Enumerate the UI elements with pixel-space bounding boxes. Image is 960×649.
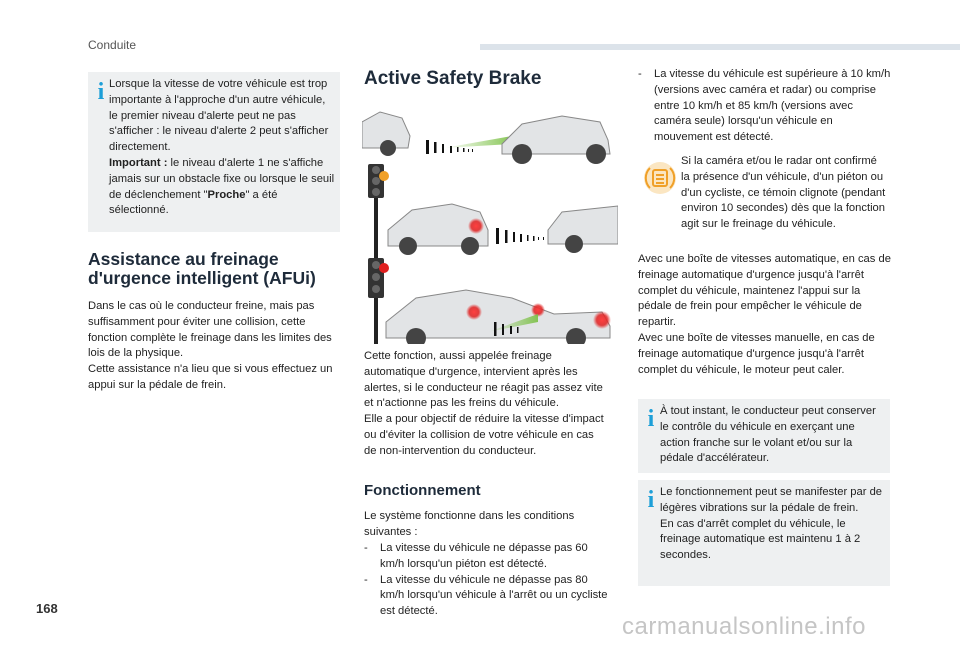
note-box-vibrations (638, 480, 890, 586)
asb-intro-para1: Cette fonction, aussi appelée freinage automatique d'urgence, intervient après les alertes, si le conducteur ne réagit pas assez vite et n'actionne pas les freins du véhicule. (364, 350, 603, 410)
condition-text: La vitesse du véhicule est supérieure à 10 km/h (versions avec caméra et radar) ou comprise entre 10 km/h et 85 km/h (versions avec caméra seule) lorsqu'un véhicule en mouvement est détecté. (654, 68, 891, 144)
note-vibrations-line2: En cas d'arrêt complet du véhicule, le freinage automatique est maintenu 1 à 2 secondes. (660, 517, 861, 562)
info-icon: i (647, 406, 655, 432)
condition-text: La vitesse du véhicule ne dépasse pas 60 km/h lorsqu'un piéton est détecté. (380, 542, 588, 570)
note-vibrations-line1: Le fonctionnement peut se manifester par de légères vibrations sur la pédale de frein. (660, 486, 883, 514)
important-text: le niveau d'alerte 1 ne s'affiche jamais sur un obstacle fixe ou lorsque le seuil de déclenchement " (109, 156, 335, 201)
important-label: Important : (109, 156, 168, 169)
condition-text: La vitesse du véhicule ne dépasse pas 80 km/h lorsqu'un véhicule à l'arrêt ou un cycliste est détecté. (380, 573, 608, 618)
asb-intro-paragraph (364, 349, 604, 460)
list-dash: - (364, 573, 368, 586)
info-icon: i (647, 487, 655, 513)
scene2-brake-glow (468, 218, 484, 234)
scene1-front-wheel-a (512, 144, 532, 164)
watermark: carmanualsonline.info (622, 613, 866, 640)
scene3-brake-glow-front (593, 311, 611, 329)
fonctionnement-title: Fonctionnement (364, 482, 481, 499)
conditions-list-continued (638, 67, 892, 146)
proche-label: Proche (207, 188, 246, 201)
scene-3-vehicles (386, 290, 611, 344)
gearbox-paragraph (638, 252, 896, 378)
manual-gearbox-text: Avec une boîte de vitesses manuelle, en cas de freinage automatique d'urgence jusqu'à l'arrêt complet du véhicule, le moteur peut caler. (638, 331, 875, 376)
traffic-light-1 (368, 164, 389, 260)
list-item (638, 67, 892, 146)
scene-2-vehicles (388, 204, 618, 255)
scene2-rear-wheel-a (399, 237, 417, 255)
scene-1-vehicles (362, 112, 610, 164)
list-item (364, 541, 608, 573)
warning-light-2 (379, 263, 389, 273)
brake-warning-lamp-icon (642, 160, 678, 196)
conditions-intro: Le système fonctionne dans les conditions suivantes : (364, 510, 575, 538)
afu-title-line1: Assistance au freinage (88, 249, 279, 269)
list-item (364, 573, 608, 620)
note-top-text (109, 77, 337, 219)
auto-gearbox-text: Avec une boîte de vitesses automatique, en cas de freinage automatique d'urgence jusqu'à l'arrêt complet du véhicule, maintenez l'appui sur la pédale de frein pour empêcher le véhicule de repartir. (638, 253, 891, 329)
scene1-rear-wheel (380, 140, 396, 156)
afu-para2: Cette assistance n'a lieu que si vous effectuez un appui sur la pédale de frein. (88, 363, 333, 391)
info-icon: i (97, 79, 105, 105)
note-vibrations-text (660, 485, 886, 564)
warning-light-1 (379, 171, 389, 181)
note-box-top (88, 72, 340, 232)
important-end: " a été sélectionné. (109, 188, 278, 217)
afu-para1: Dans le cas où le conducteur freine, mais pas suffisamment pour éviter une collision, cette fonction complète le freinage dans les limites des lois de la physique. (88, 300, 332, 360)
asb-title: Active Safety Brake (364, 68, 542, 89)
header-bar (480, 44, 960, 50)
section-header-label: Conduite (88, 38, 137, 52)
afu-paragraph (88, 299, 340, 394)
page-number: 168 (36, 601, 58, 616)
warning-lamp-description: Si la caméra et/ou le radar ont confirmé la présence d'un véhicule, d'un piéton ou d'un cycliste, ce témoin clignote (pendant environ 10 secondes) dès que la fonction agit sur le freinage du véhicule. (681, 155, 886, 231)
list-dash: - (638, 68, 642, 80)
asb-intro-para2: Elle a pour objectif de réduire la vitesse d'impact ou d'éviter la collision de votre véhicule en cas de non-intervention du conducteur. (364, 413, 604, 457)
scene2-front-car (548, 206, 618, 244)
note-driver-control-text: À tout instant, le conducteur peut conserver le contrôle du véhicule en exerçant une action franche sur le volant et/ou sur la pédale d'accélérateur. (660, 405, 876, 465)
note-top-line1: Lorsque la vitesse de votre véhicule est trop importante à l'approche d'un autre véhicule, le premier niveau d'alerte peut ne pas s'afficher : le niveau d'alerte 2 peut s'afficher directement. (109, 78, 329, 154)
note-box-driver-control (638, 399, 890, 473)
scene2-rear-wheel-b (461, 237, 479, 255)
scene1-front-wheel-b (586, 144, 606, 164)
scene3-brake-glow-rear (466, 304, 482, 320)
active-safety-brake-illustration (362, 100, 618, 344)
afu-title-line2: d'urgence intelligent (AFUi) (88, 268, 316, 288)
afu-title (88, 250, 348, 288)
conditions-list (364, 541, 608, 620)
list-dash: - (364, 542, 368, 554)
scene2-front-wheel (565, 235, 583, 253)
